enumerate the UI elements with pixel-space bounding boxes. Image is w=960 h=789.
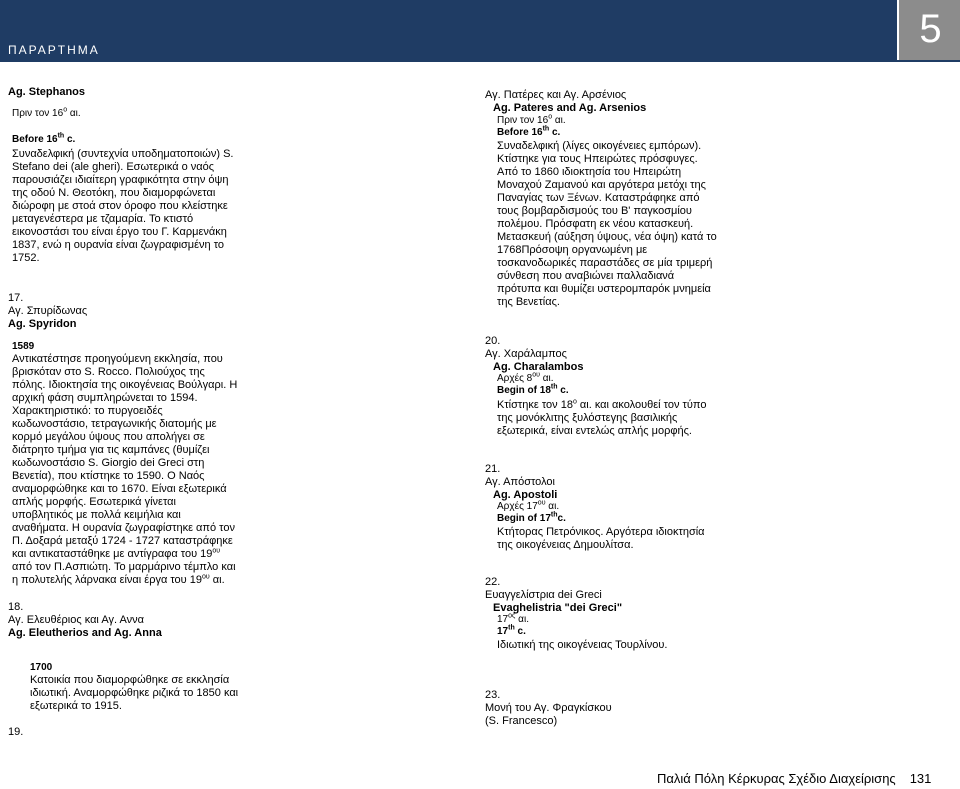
entry-17-desc-line: υποβλητικός με πολλά κειμήλια και	[12, 509, 181, 521]
entry-18-desc-line: Κατοικία που διαμορφώθηκε σε εκκλησία	[30, 674, 230, 686]
entry-20-desc-line: Κτίστηκε τον $18^o$ αι. και ακολουθεί τον τύπο	[497, 398, 707, 411]
entry-16-desc-line: Συναδελφική (συντεχνία υποδηματοποιών) S.	[12, 148, 234, 160]
entry-22-date: $17^{o\varsigma}$ αι.	[497, 612, 529, 625]
entry-23-number: 23.	[485, 689, 501, 701]
entry-17-desc-line: αναμορφώθηκε και το 1670. Είναι εξωτερικά	[12, 483, 227, 495]
entry-16-date: Πριν τον $16^o$ αι.	[12, 106, 81, 119]
entry-19-desc-line: της Βενετίας.	[497, 296, 560, 308]
entry-22-date-en: 17th c.	[497, 624, 526, 637]
entry-17-desc-line: βρισκόταν στο S. Rocco. Πολιούχος της	[12, 366, 205, 378]
entry-17-desc-line: Π. Δοξαρά μεταξύ 1724 - 1727 καταστράφηκε	[12, 535, 233, 547]
entry-17-desc-line: Χαρακτηριστικό: το πυργοειδές	[12, 405, 163, 417]
entry-18-title-gr: Αγ. Ελευθέριος και Αγ. Αννα	[8, 614, 144, 626]
entry-17-desc-line: κορμό μεγάλου ύψους που απολήγει σε	[12, 431, 205, 443]
entry-22-number: 22.	[485, 576, 501, 588]
entry-23-title-gr: Μονή του Αγ. Φραγκίσκου	[485, 702, 612, 714]
entry-17-number: 17.	[8, 292, 24, 304]
entry-21-date: Αρχές $17^{o\upsilon}$ αι.	[497, 499, 560, 512]
entry-20-title-gr: Αγ. Χαράλαμπος	[485, 348, 567, 360]
entry-17-title-gr: Αγ. Σπυρίδωνας	[8, 305, 88, 317]
entry-21-title-en: Ag. Apostoli	[493, 489, 558, 501]
entry-20-date: Αρχές $8^{o\upsilon}$ αι.	[497, 371, 554, 384]
entry-22-title-gr: Ευαγγελίστρια dei Greci	[485, 589, 602, 601]
entry-16-desc-line: της οδού Ν. Θεοτόκη, που διαμορφώνεται	[12, 187, 216, 199]
page-number: 131	[909, 771, 932, 786]
entry-20-number: 20.	[485, 335, 501, 347]
entry-19-desc-line: τους βομβαρδισμούς του Β' παγκοσμίου	[497, 205, 692, 217]
entry-19-desc-line: Από το 1860 ιδιοκτησία του Ηπειρώτη	[497, 166, 682, 178]
entry-19-desc-line: πολέμου. Πρόσφατη εκ νέου κατασκευή.	[497, 218, 694, 230]
entry-22-desc-line: Ιδιωτική της οικογένειας Τουρλίνου.	[497, 639, 668, 651]
entry-16-desc-line: 1837, ενώ η ουρανία είναι ζωγραφισμένη το	[12, 239, 225, 251]
entry-19-desc-line: 1768Πρόσοψη οργανωμένη με	[497, 244, 648, 256]
entry-16-desc-line: εικονοστάσι του είναι έργο του Γ. Καρμενάκη	[12, 226, 227, 238]
entry-19-date-en: Before 16th c.	[497, 125, 561, 138]
entry-20-date-en: Begin of 18th c.	[497, 383, 569, 396]
entry-18-desc-line: ιδιωτική. Αναμορφώθηκε ριζικά το 1850 και	[30, 687, 239, 699]
entry-19-title-en: Ag. Pateres and Ag. Arsenios	[493, 102, 647, 114]
entry-21-date-en: Begin of 17thc.	[497, 511, 566, 524]
entry-20-desc-line: εξωτερικά, είναι εντελώς απλής μορφής.	[497, 425, 692, 437]
entry-16-desc-line: παρουσιάζει ιδιαίτερη γραφικότητα στην όψη	[12, 174, 229, 186]
entry-16-title: Ag. Stephanos	[8, 86, 86, 98]
entry-17-desc-line: η πολυτελής λάρνακα είναι έργα του $19^{o\upsilon}$ αι.	[12, 573, 225, 586]
header-bar	[0, 0, 960, 62]
entry-19-number: 19.	[8, 726, 24, 738]
entry-18-number: 18.	[8, 601, 24, 613]
entry-19-date: Πριν τον $16^o$ αι.	[497, 113, 566, 126]
entry-21-desc-line: Κτήτορας Πετρόνικος. Αργότερα ιδιοκτησία	[497, 526, 705, 538]
entry-19-desc-line: πρότυπα και θυμίζει υστερομπαρόκ μνημεία	[497, 283, 711, 295]
entry-18-desc-line: εξωτερικά το 1915.	[30, 700, 122, 712]
entry-17-desc-line: αναθήματα. Η ουρανία ζωγραφίστηκε από τον	[12, 522, 235, 534]
entry-17-desc-line: αρχική φάση συμπληρώνεται το 1594.	[12, 392, 198, 404]
entry-19-desc-line: Κτίστηκε για τους Ηπειρώτες πρόσφυγες.	[497, 153, 698, 165]
entry-21-title-gr: Αγ. Απόστολοι	[485, 476, 555, 488]
entry-17-desc-line: πόλης. Ιδιοκτησία της οικογένειας Βούλγαρι. Η	[12, 379, 238, 391]
entry-18-year: 1700	[30, 662, 53, 673]
entry-17-desc-line: κωδωνοστάσιο S. Giorgio dei Greci στη	[12, 457, 205, 469]
entry-19-title-gr: Αγ. Πατέρες και Αγ. Αρσένιος	[485, 89, 627, 101]
entry-23-title-en: (S. Francesco)	[485, 715, 558, 727]
entry-16-desc-line: μεταγενέστερα με τζαμαρία. Το κτιστό	[12, 213, 194, 225]
entry-17-desc-line: από τον Π.Ασπιώτη. Το μαρμάρινο τέμπλο και	[12, 561, 236, 573]
entry-20-title-en: Ag. Charalambos	[493, 361, 584, 373]
entry-18-title-en: Ag. Eleutherios and Ag. Anna	[8, 627, 162, 639]
entry-20-desc-line: της μονόκλιτης ξυλόστεγης βασιλικής	[497, 412, 678, 424]
section-title: ΠΑΡΑΡΤΗΜΑ	[8, 43, 100, 57]
entry-19-desc-line: Μετασκευή (αύξηση ύψους, νέα όψη) κατά το	[497, 231, 717, 243]
entry-19-desc-line: Παναγίας των Ξένων. Καταστράφηκε από	[497, 192, 700, 204]
entry-16-date-en: Before 16th c.	[12, 132, 76, 145]
entry-16-desc-line: διώροφη με στοά στον όροφο που κλείστηκε	[12, 200, 228, 212]
entry-16-desc-line: 1752.	[12, 252, 40, 264]
section-number: 5	[919, 7, 942, 51]
entry-17-desc-line: Αντικατέστησε προηγούμενη εκκλησία, που	[12, 353, 223, 365]
entry-17-desc-line: Βενετία), που κτίστηκε το 1590. Ο Ναός	[12, 470, 205, 482]
entry-17-title-en: Ag. Spyridon	[8, 318, 77, 330]
entry-17-desc-line: διάτρητο τμήμα για τις καμπάνες (θυμίζει	[12, 444, 210, 456]
entry-16-desc-line: Stefano dei (ale gheri). Εσωτερικά ο ναός	[12, 161, 215, 173]
page-footer	[657, 771, 931, 786]
entry-17-desc-line: απλής μορφής. Εσωτερικά γίνεται	[12, 496, 176, 508]
footer-text: Παλιά Πόλη Κέρκυρας Σχέδιο Διαχείρισης	[657, 771, 896, 786]
entry-17-desc-line: κωδωνοστάσιο, τετραγωνικής διατομής με	[12, 418, 217, 430]
entry-19-desc-line: Συναδελφική (λίγες οικογένειες εμπόρων).	[497, 140, 702, 152]
entry-22-title-en: Evaghelistria "dei Greci"	[493, 602, 623, 614]
entry-17-year: 1589	[12, 341, 35, 352]
entry-19-desc-line: Μοναχού Ζαμανού και αργότερα μετόχι της	[497, 179, 706, 191]
entry-19-desc-line: σύνθεση που αναβιώνει παλλαδιανά	[497, 270, 675, 282]
entry-21-desc-line: της οικογένειας Δημουλίτσα.	[497, 539, 634, 551]
entry-17-desc-line: και αντικαταστάθηκε με αντίγραφα του $19^{o\upsilon}$	[12, 547, 221, 560]
entry-21-number: 21.	[485, 463, 501, 475]
section-number-box	[897, 0, 960, 60]
entry-19-desc-line: τοσκανοδωρικές παραστάδες σε μία τριμερή	[497, 257, 713, 269]
